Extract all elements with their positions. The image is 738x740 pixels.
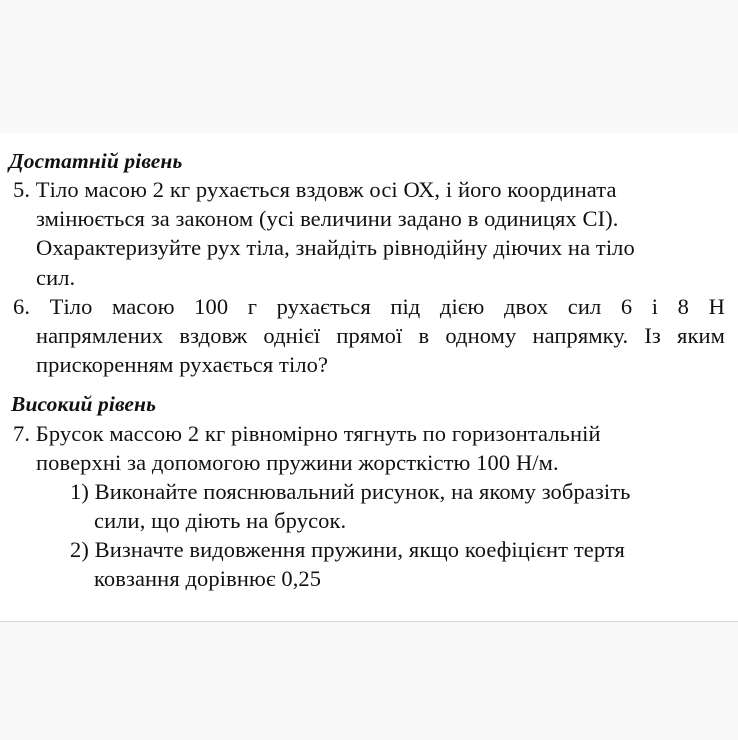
word: дією xyxy=(439,294,485,319)
word: Н xyxy=(708,294,725,319)
word: рухається xyxy=(276,294,371,319)
problem-5-line-4: сил. xyxy=(36,265,76,290)
word: яким xyxy=(677,323,725,348)
word: напрямлених xyxy=(36,323,164,348)
problem-6-line-3: прискоренням рухається тіло? xyxy=(36,352,329,377)
word: 8 xyxy=(677,294,690,319)
word: Із xyxy=(644,323,661,348)
section-heading-high: Високий рівень xyxy=(11,392,157,416)
subitem-1-line-1: 1) Виконайте пояснювальний рисунок, на якому зобразіть xyxy=(70,479,631,504)
word: напрямку. xyxy=(532,323,629,348)
problem-6-line-2 xyxy=(36,322,725,350)
worksheet-page xyxy=(0,133,738,622)
subitem-2-line-1: 2) Визначте видовження пружини, якщо коефіцієнт тертя xyxy=(70,537,625,562)
problem-7-line-2: поверхні за допомогою пружини жорсткістю 100 Н/м. xyxy=(36,450,559,475)
problem-5-line-3: Охарактеризуйте рух тіла, знайдіть рівнодійну діючих на тіло xyxy=(36,235,635,260)
word: прямої xyxy=(336,323,403,348)
problem-6-line-1 xyxy=(13,293,725,321)
subitem-2-line-2: ковзання дорівнює 0,25 xyxy=(94,566,322,591)
word: масою xyxy=(112,294,175,319)
subitem-1-line-2: сили, що діють на брусок. xyxy=(94,508,347,533)
problem-5-line-1: 5. Тіло масою 2 кг рухається вздовж осі ОХ, і його координата xyxy=(13,177,617,202)
word: сил xyxy=(567,294,602,319)
problem-7-line-1: 7. Брусок массою 2 кг рівномірно тягнуть по горизонтальній xyxy=(13,421,601,446)
problem-5-line-2: змінюється за законом (усі величини задано в одиницях СІ). xyxy=(36,206,619,231)
word: 100 xyxy=(194,294,229,319)
word: Тіло xyxy=(49,294,93,319)
word: однієї xyxy=(263,323,321,348)
word: в xyxy=(418,323,430,348)
word: 6 xyxy=(620,294,633,319)
word: одному xyxy=(445,323,517,348)
word: під xyxy=(390,294,421,319)
word: вздовж xyxy=(179,323,248,348)
word: 6. xyxy=(13,294,31,319)
section-heading-sufficient: Достатній рівень xyxy=(9,149,183,173)
word: і xyxy=(651,294,659,319)
word: г xyxy=(247,294,258,319)
word: двох xyxy=(504,294,549,319)
